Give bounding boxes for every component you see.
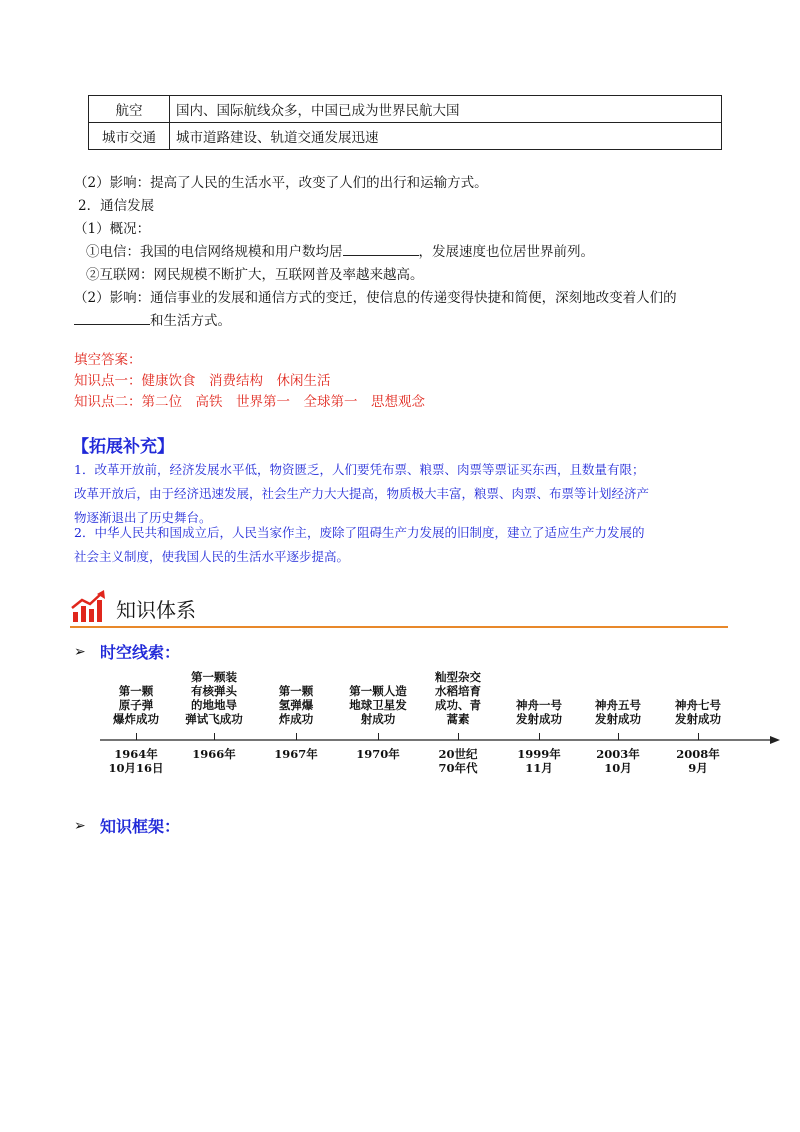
timeline-event: [96, 684, 176, 726]
timeline-event-line: 的地地导: [191, 698, 237, 712]
timeline-date-line: 1999年: [517, 747, 561, 761]
timeline-date-line: 70年代: [438, 761, 478, 775]
timeline-event-line: 有核弹头: [191, 684, 237, 698]
impact-text-post: 和生活方式。: [150, 313, 231, 329]
transport-impact: （2）影响：提高了人民的生活水平，改变了人们的出行和运输方式。: [74, 175, 488, 191]
bullet-arrow-icon: ➢: [74, 644, 86, 660]
timeline-event-line: 原子弹: [118, 698, 154, 712]
timeline-event: [578, 698, 658, 726]
timeline-tick: [618, 733, 619, 740]
timeline-date: [174, 747, 254, 761]
table-row: [89, 96, 722, 123]
telecom-text-pre: ①电信：我国的电信网络规模和用户数均居: [86, 244, 343, 260]
timeline-date: [658, 747, 738, 775]
chart-growth-icon: [70, 590, 108, 624]
timeline-event: [499, 698, 579, 726]
timeline-date-line: 1970年: [356, 747, 400, 761]
transport-table: [88, 95, 722, 150]
timeline-date-line: 1967年: [274, 747, 318, 761]
extension-p1-line2: 改革开放后，由于经济迅速发展，社会生产力大大提高，物质极大丰富，粮票、肉票、布票等计划经济产: [74, 486, 650, 501]
table-cell-label: 航空: [89, 96, 170, 123]
timeline-date-line: 1964年: [114, 747, 158, 761]
comm-internet: ②互联网：网民规模不断扩大，互联网普及率越来越高。: [86, 267, 424, 283]
timeline-event-line: 第一颗: [278, 684, 314, 698]
section-rule: [70, 626, 728, 628]
timeline-date-line: 11月: [525, 761, 553, 775]
timeline-date-line: 2003年: [596, 747, 640, 761]
timeline-event-line: 第一颗人造: [349, 684, 407, 698]
timeline-event: [658, 698, 738, 726]
extension-p1-line3: 物逐渐退出了历史舞台。: [74, 510, 212, 525]
timeline-event-line: 神舟七号: [675, 698, 721, 712]
bullet-arrow-icon: ➢: [74, 818, 86, 834]
telecom-text-post: ，发展速度也位居世界前列。: [418, 244, 594, 260]
fill-blank: [74, 324, 150, 325]
framework-label: 知识框架：: [100, 817, 181, 836]
timeline-event-line: 弹试飞成功: [185, 712, 243, 726]
comm-telecom: [86, 243, 594, 261]
section-title: 知识体系: [116, 598, 196, 622]
timeline-event: [338, 684, 418, 726]
timeline-event-line: 第一颗: [118, 684, 154, 698]
answers-point1: 知识点一：健康饮食 消费结构 休闲生活: [74, 373, 331, 389]
timeline-event-line: 籼型杂交: [435, 670, 481, 684]
timeline-date-line: 9月: [688, 761, 708, 775]
timeline-tick: [214, 733, 215, 740]
comm-overview: （1）概况：: [74, 221, 151, 237]
extension-p2-line2: 社会主义制度，使我国人民的生活水平逐步提高。: [74, 549, 350, 564]
timeline-event-line: 发射成功: [516, 712, 562, 726]
timeline-event-line: 水稻培育: [435, 684, 481, 698]
extension-p2-line1: 2．中华人民共和国成立后，人民当家作主，废除了阻碍生产力发展的旧制度，建立了适应生产力发展的: [74, 525, 645, 540]
timeline-date: [578, 747, 658, 775]
timeline-event: [174, 670, 254, 726]
timeline-event-line: 神舟一号: [516, 698, 562, 712]
timeline-date: [338, 747, 418, 761]
timeline-event-line: 发射成功: [595, 712, 641, 726]
timeline-event-line: 射成功: [360, 712, 396, 726]
timeline-tick: [458, 733, 459, 740]
extension-p1-line1: 1．改革开放前，经济发展水平低，物资匮乏，人们要凭布票、粮票、肉票等票证买东西，且数量有限；: [74, 462, 645, 477]
timeline-tick: [136, 733, 137, 740]
timeline-event-line: 炸成功: [278, 712, 314, 726]
timeline-event-line: 第一颗装: [191, 670, 237, 684]
timeline-event-line: 发射成功: [675, 712, 721, 726]
timeline-date-line: 10月: [604, 761, 632, 775]
comm-impact-line2: [74, 312, 231, 330]
timeline-tick: [296, 733, 297, 740]
timeline-date: [418, 747, 498, 775]
answers-point2: 知识点二：第二位 高铁 世界第一 全球第一 思想观念: [74, 394, 425, 410]
timeline-date: [256, 747, 336, 761]
fill-blank: [343, 255, 419, 256]
timeline-event-line: 蒿素: [446, 712, 470, 726]
timeline-event-line: 地球卫星发: [349, 698, 407, 712]
timeline-event: [418, 670, 498, 726]
timeline-tick: [539, 733, 540, 740]
table-cell-text: 城市道路建设、轨道交通发展迅速: [170, 123, 722, 150]
timeline-tick: [378, 733, 379, 740]
timeline-event-line: 氢弹爆: [278, 698, 314, 712]
table-cell-label: 城市交通: [89, 123, 170, 150]
timeline-tick: [698, 733, 699, 740]
timeline-date-line: 20世纪: [438, 747, 478, 761]
timeline-event-line: 爆炸成功: [113, 712, 159, 726]
timeline-date-line: 2008年: [676, 747, 720, 761]
comm-impact-line1: （2）影响：通信事业的发展和通信方式的变迁，使信息的传递变得快捷和简便，深刻地改变着人们的: [74, 290, 677, 306]
timeline-date: [499, 747, 579, 775]
timeline-date: [96, 747, 176, 775]
table-cell-text: 国内、国际航线众多，中国已成为世界民航大国: [170, 96, 722, 123]
answers-title: 填空答案：: [74, 352, 142, 368]
timeline-date-line: 10月16日: [108, 761, 164, 775]
timeline-event-line: 神舟五号: [595, 698, 641, 712]
timeline-label: 时空线索：: [100, 643, 181, 662]
table-row: [89, 123, 722, 150]
timeline-date-line: 1966年: [192, 747, 236, 761]
comm-heading: 2．通信发展: [78, 198, 155, 214]
timeline-event-line: 成功、青: [435, 698, 481, 712]
timeline-event: [256, 684, 336, 726]
timeline-axis: [100, 733, 782, 747]
extension-title: 【拓展补充】: [72, 437, 174, 457]
